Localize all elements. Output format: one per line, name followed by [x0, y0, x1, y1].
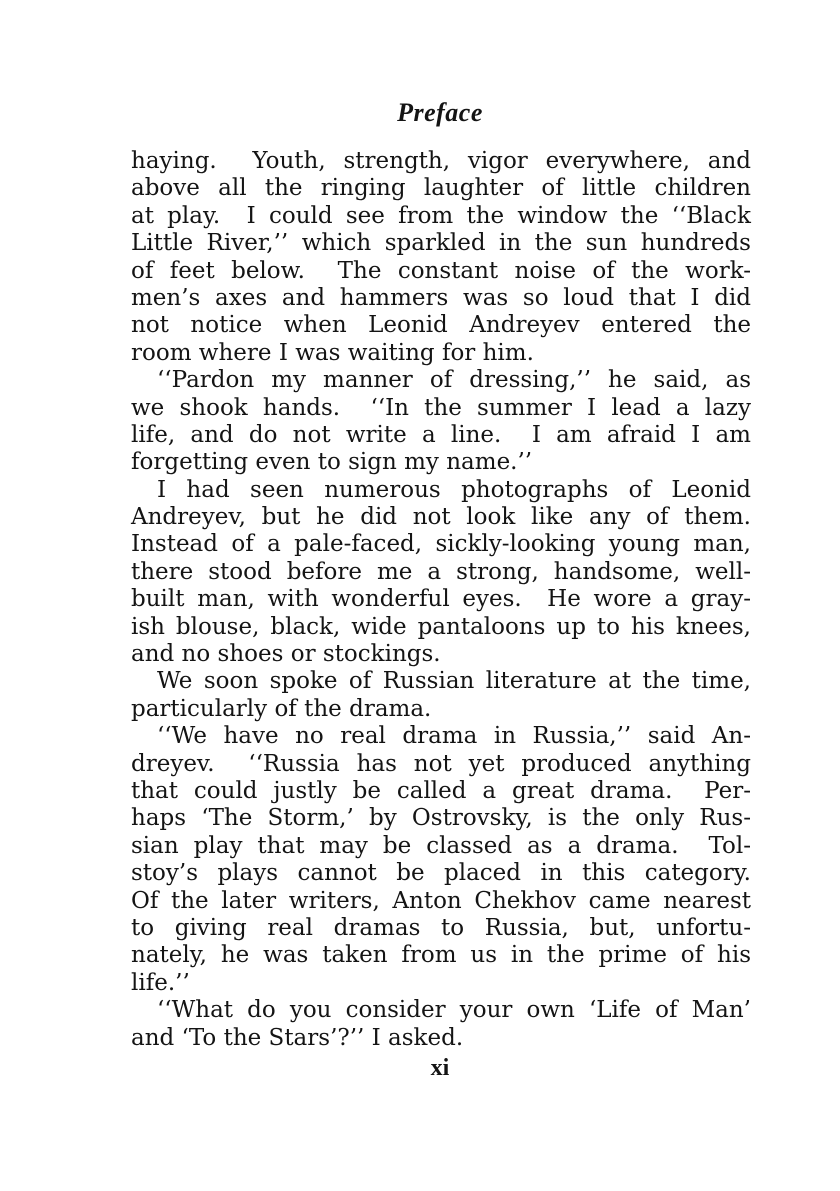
- text-line: particularly of the drama.: [131, 695, 432, 722]
- text-line: ‘‘What do you consider your own ‘Life of Man’: [157, 997, 751, 1024]
- text-line: life.’’: [131, 969, 190, 996]
- text-line: not notice when Leonid Andreyev entered the: [131, 312, 751, 339]
- text-line: Of the later writers, Anton Chekhov came nearest: [131, 887, 751, 914]
- running-head: Preface: [397, 98, 483, 127]
- text-line: that could justly be called a great drama. Per-: [131, 777, 751, 804]
- text-line: sian play that may be classed as a drama. Tol-: [131, 832, 751, 859]
- text-line: Instead of a pale-faced, sickly-looking young man,: [131, 531, 751, 558]
- text-line: of feet below. The constant noise of the work-: [131, 257, 751, 284]
- text-line: at play. I could see from the window the ‘‘Black: [131, 202, 751, 229]
- text-line: dreyev. ‘‘Russia has not yet produced anything: [131, 750, 751, 777]
- text-line: ‘‘Pardon my manner of dressing,’’ he said, as: [157, 367, 751, 394]
- text-line: Little River,’’ which sparkled in the sun hundreds: [131, 230, 751, 257]
- text-line: nately, he was taken from us in the prime of his: [131, 942, 751, 969]
- text-line: there stood before me a strong, handsome, well-: [131, 558, 751, 585]
- text-line: stoy’s plays cannot be placed in this category.: [131, 860, 751, 887]
- text-line: men’s axes and hammers was so loud that I did: [131, 284, 751, 311]
- text-line: life, and do not write a line. I am afraid I am: [131, 421, 751, 448]
- text-line: and ‘To the Stars’?’’ I asked.: [131, 1024, 464, 1051]
- text-line: ‘‘We have no real drama in Russia,’’ said An-: [157, 723, 751, 750]
- text-line: built man, with wonderful eyes. He wore a gray-: [131, 586, 751, 613]
- text-line: We soon spoke of Russian literature at the time,: [157, 668, 751, 695]
- text-line: forgetting even to sign my name.’’: [131, 449, 533, 476]
- text-line: Andreyev, but he did not look like any of them.: [131, 504, 751, 531]
- text-line: above all the ringing laughter of little children: [131, 175, 751, 202]
- body-text: [131, 148, 751, 1052]
- text-line: ish blouse, black, wide pantaloons up to his knees,: [131, 613, 751, 640]
- text-line: haying. Youth, strength, vigor everywhere, and: [131, 148, 751, 174]
- text-line: to giving real dramas to Russia, but, unfortu-: [131, 914, 751, 941]
- page-number: xi: [430, 1055, 450, 1081]
- text-line: we shook hands. ‘‘In the summer I lead a lazy: [131, 394, 751, 421]
- text-line: room where I was waiting for him.: [131, 339, 534, 366]
- text-line: haps ‘The Storm,’ by Ostrovsky, is the only Rus-: [131, 805, 751, 832]
- text-line: I had seen numerous photographs of Leonid: [157, 476, 751, 503]
- text-line: and no shoes or stockings.: [131, 641, 441, 668]
